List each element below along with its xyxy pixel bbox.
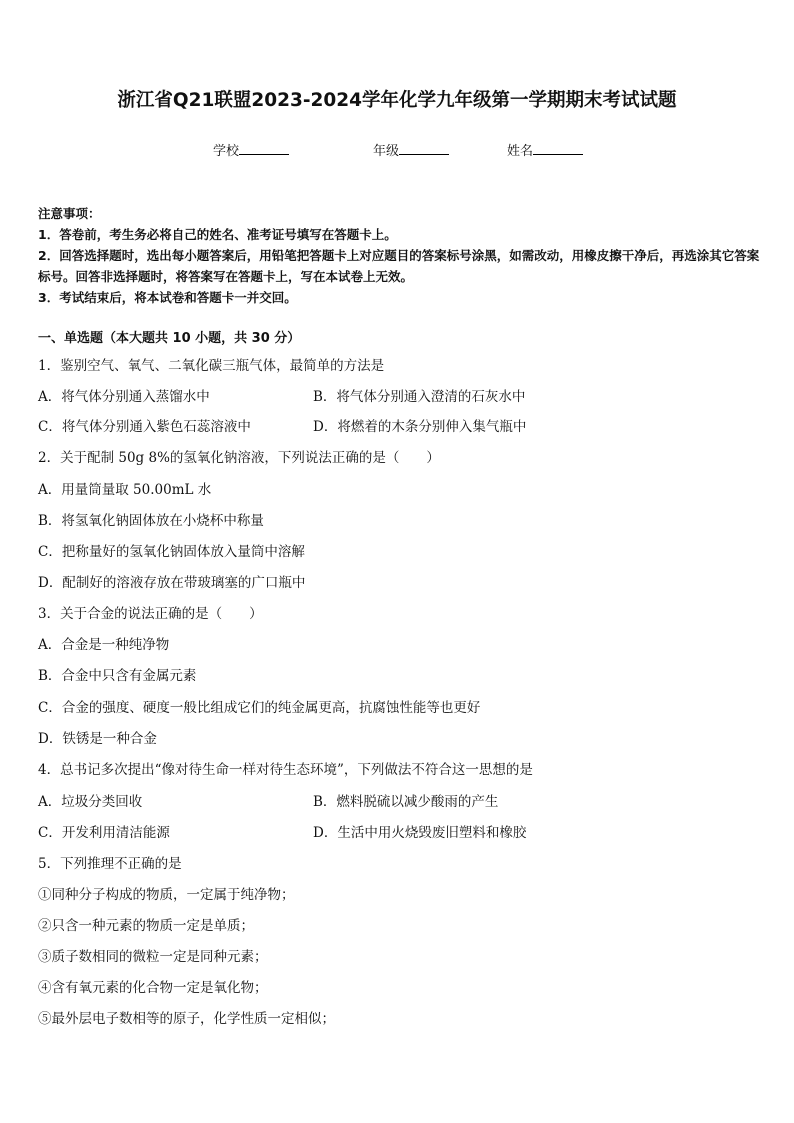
notes-block bbox=[38, 203, 760, 308]
question-3-option-c: C．合金的强度、硬度一般比组成它们的纯金属更高，抗腐蚀性能等也更好 bbox=[38, 700, 481, 716]
question-5-statement: ③质子数相同的微粒一定是同种元素； bbox=[38, 949, 268, 965]
question-4-option-d: D．生活中用火烧毁废旧塑料和橡胶 bbox=[313, 825, 527, 841]
school-blank bbox=[239, 142, 289, 155]
question-4-option-b: B．燃料脱硫以减少酸雨的产生 bbox=[313, 794, 499, 810]
question-4-option-c: C．开发利用清洁能源 bbox=[38, 825, 170, 841]
school-field bbox=[213, 140, 289, 159]
note-item: 1．答卷前，考生务必将自己的姓名、准考证号填写在答题卡上。 bbox=[38, 227, 397, 242]
question-5-statement: ②只含一种元素的物质一定是单质； bbox=[38, 918, 254, 934]
question-1-option-b: B．将气体分别通入澄清的石灰水中 bbox=[313, 389, 526, 405]
question-2-stem: 2．关于配制 50g 8%的氢氧化钠溶液，下列说法正确的是（ ） bbox=[38, 450, 440, 466]
question-3-option-d: D．铁锈是一种合金 bbox=[38, 731, 157, 747]
question-5-stem: 5．下列推理不正确的是 bbox=[38, 856, 182, 872]
question-5-statement: ⑤最外层电子数相等的原子，化学性质一定相似； bbox=[38, 1011, 335, 1027]
notes-heading: 注意事项： bbox=[38, 206, 101, 221]
question-4-stem: 4．总书记多次提出“像对待生命一样对待生态环境”，下列做法不符合这一思想的是 bbox=[38, 762, 533, 778]
question-1-option-a: A．将气体分别通入蒸馏水中 bbox=[38, 389, 210, 405]
note-item: 2．回答选择题时，选出每小题答案后，用铅笔把答题卡上对应题目的答案标号涂黑，如需改动，用橡皮擦干净后，再选涂其它答案标号。回答非选择题时，将答案写在答题卡上，写在本试卷上无效。 bbox=[38, 248, 760, 284]
question-3-option-a: A．合金是一种纯净物 bbox=[38, 637, 170, 653]
school-label: 学校 bbox=[213, 144, 240, 159]
question-2-option-a: A．用量筒量取 50.00mL 水 bbox=[38, 482, 212, 498]
grade-blank bbox=[399, 142, 449, 155]
grade-label: 年级 bbox=[373, 144, 400, 159]
question-1-stem: 1．鉴别空气、氧气、二氧化碳三瓶气体，最简单的方法是 bbox=[38, 358, 385, 374]
question-4-option-a: A．垃圾分类回收 bbox=[38, 794, 143, 810]
note-item: 3．考试结束后，将本试卷和答题卡一并交回。 bbox=[38, 290, 297, 305]
question-1-option-c: C．将气体分别通入紫色石蕊溶液中 bbox=[38, 419, 251, 435]
name-label: 姓名 bbox=[507, 144, 534, 159]
question-2-option-b: B．将氢氧化钠固体放在小烧杯中称量 bbox=[38, 513, 264, 529]
name-blank bbox=[533, 142, 583, 155]
name-field bbox=[507, 140, 583, 159]
question-3-option-b: B．合金中只含有金属元素 bbox=[38, 668, 197, 684]
exam-title: 浙江省Q21联盟2023-2024学年化学九年级第一学期期末考试试题 bbox=[117, 90, 677, 111]
question-5-statement: ①同种分子构成的物质，一定属于纯净物； bbox=[38, 887, 295, 903]
question-5-statement: ④含有氧元素的化合物一定是氧化物； bbox=[38, 980, 268, 996]
section-heading: 一、单选题（本大题共 10 小题，共 30 分） bbox=[38, 331, 301, 346]
question-1-option-d: D．将燃着的木条分别伸入集气瓶中 bbox=[313, 419, 527, 435]
question-2-option-c: C．把称量好的氢氧化钠固体放入量筒中溶解 bbox=[38, 544, 305, 560]
question-3-stem: 3．关于合金的说法正确的是（ ） bbox=[38, 606, 263, 622]
question-2-option-d: D．配制好的溶液存放在带玻璃塞的广口瓶中 bbox=[38, 575, 306, 591]
grade-field bbox=[373, 140, 449, 159]
